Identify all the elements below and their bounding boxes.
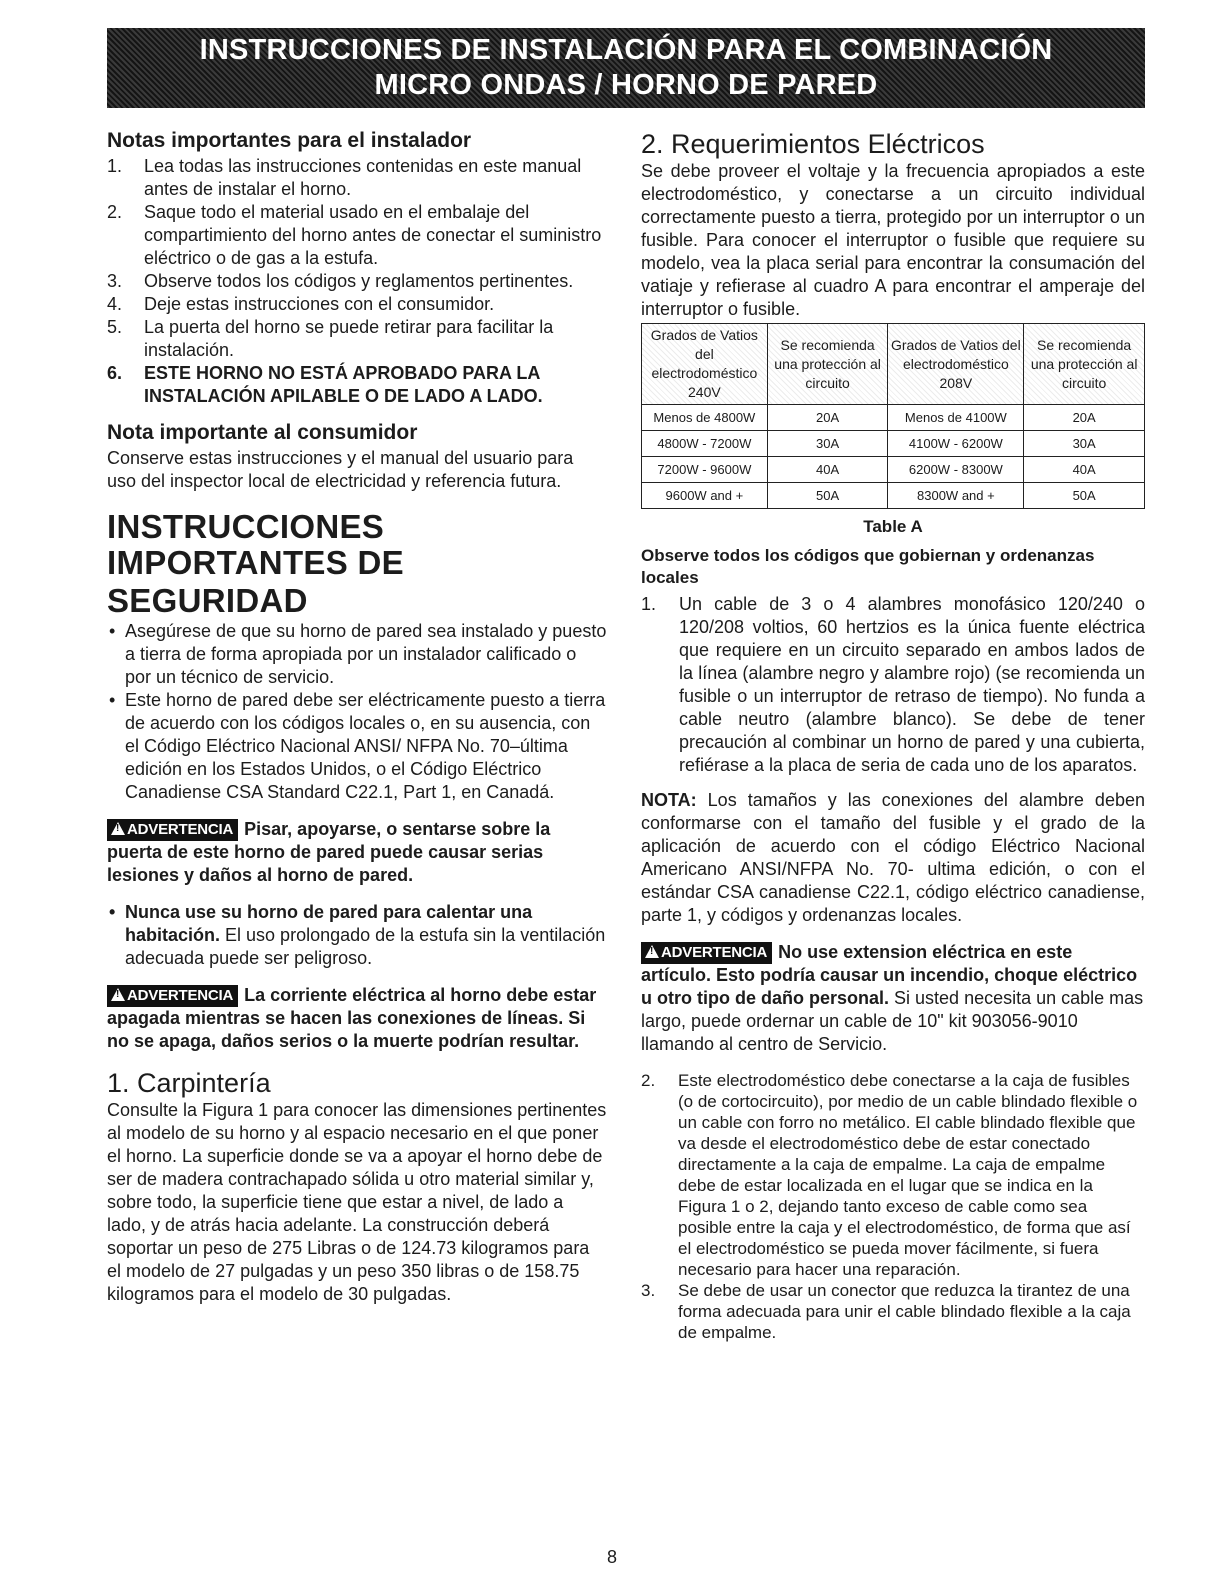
safety-title-line-2: IMPORTANTES DE SEGURIDAD bbox=[107, 544, 404, 619]
warning-triangle-icon bbox=[645, 945, 659, 958]
table-row bbox=[642, 405, 1145, 431]
table-row bbox=[642, 431, 1145, 457]
table-cell: 30A bbox=[1024, 431, 1145, 457]
list-item: 1. Lea todas las instrucciones contenidas en este manual antes de instalar el horno. bbox=[107, 156, 582, 199]
electrical-text: Se debe proveer el voltaje y la frecuencia apropiados a este electrodoméstico, y conectarse a un circuito individual correctamente puesto a tierra, protegido por un interruptor o un fusible. Para conocer el interruptor o fusible que requiere su modelo, vea la placa serial para encontrar la consumación del vatiaje y refierase al cuadro A para encontrar el amperaje del interruptor o fusible. bbox=[641, 161, 1145, 319]
carpentry-heading: 1. Carpintería bbox=[107, 1068, 271, 1098]
table-header-cell: Se recomienda una protección al circuito bbox=[767, 324, 888, 405]
warning-power: !ADVERTENCIA La corriente eléctrica al horno debe estar apagada mientras se hacen las conexiones de líneas. Si no se apaga, daños serios o la muerte podrían resultar. bbox=[107, 984, 607, 1053]
consumer-note-heading: Nota importante al consumidor bbox=[107, 421, 418, 444]
right-column bbox=[641, 128, 1145, 1343]
codes-heading: Observe todos los códigos que gobiernan y ordenanzas locales bbox=[641, 546, 1095, 587]
banner-line-2: MICRO ONDAS / HORNO DE PARED bbox=[374, 69, 878, 101]
table-cell: Menos de 4800W bbox=[642, 405, 768, 431]
list-item: • Nunca use su horno de pared para calentar una habitación. El uso prolongado de la estufa sin la ventilación adecuada puede ser peligroso. bbox=[109, 902, 606, 968]
table-cell: 20A bbox=[767, 405, 888, 431]
table-cell: Menos de 4100W bbox=[888, 405, 1024, 431]
table-cell: 4100W - 6200W bbox=[888, 431, 1024, 457]
table-header-cell: Se recomienda una protección al circuito bbox=[1024, 324, 1145, 405]
electrical-heading: 2. Requerimientos Eléctricos bbox=[641, 129, 985, 159]
page-number: 8 bbox=[606, 1547, 617, 1567]
warning-triangle-icon bbox=[111, 988, 125, 1001]
list-item: • Este horno de pared debe ser eléctricamente puesto a tierra de acuerdo con los códigos locales o, en su ausencia, con el Código Eléctrico Nacional ANSI/ NFPA No. 70–última edición en los Estados Unidos, o el Código Eléctrico Canadiense CSA Standard C22.1, Part 1, en Canadá. bbox=[109, 690, 606, 802]
safety-bullets bbox=[107, 620, 607, 804]
left-column bbox=[107, 128, 607, 1306]
warning-badge: !ADVERTENCIA bbox=[107, 985, 238, 1007]
table-cell: 4800W - 7200W bbox=[642, 431, 768, 457]
table-caption: Table A bbox=[863, 517, 923, 536]
table-header-row bbox=[642, 324, 1145, 405]
table-cell: 9600W and + bbox=[642, 483, 768, 509]
note-label: NOTA: bbox=[641, 790, 697, 810]
heating-warning bbox=[107, 901, 607, 970]
list-item: 3. Observe todos los códigos y reglamentos pertinentes. bbox=[107, 271, 574, 291]
banner-line-1: INSTRUCCIONES DE INSTALACIÓN PARA EL COMBINACIÓN bbox=[199, 34, 1053, 66]
table-row bbox=[642, 483, 1145, 509]
table-cell: 6200W - 8300W bbox=[888, 457, 1024, 483]
table-cell: 40A bbox=[1024, 457, 1145, 483]
installer-notes-heading: Notas importantes para el instalador bbox=[107, 129, 472, 152]
electrical-list-2 bbox=[641, 1070, 1145, 1343]
consumer-note-text: Conserve estas instrucciones y el manual del usuario para uso del inspector local de electricidad y referencia futura. bbox=[107, 448, 574, 491]
installer-notes-list bbox=[107, 155, 607, 408]
table-header-cell: Grados de Vatios del electrodoméstico 208V bbox=[888, 324, 1024, 405]
warning-badge: !ADVERTENCIA bbox=[641, 942, 772, 964]
warning-triangle-icon bbox=[111, 822, 125, 835]
table-cell: 8300W and + bbox=[888, 483, 1024, 509]
list-item-stacking-warning: 6. ESTE HORNO NO ESTÁ APROBADO PARA LA INSTALACIÓN APILABLE O DE LADO A LADO. bbox=[107, 363, 543, 406]
warning-door: !ADVERTENCIA Pisar, apoyarse, o sentarse sobre la puerta de este horno de pared puede causar serias lesiones y daños al horno de pared. bbox=[107, 818, 607, 887]
table-cell: 40A bbox=[767, 457, 888, 483]
list-item: 5. La puerta del horno se puede retirar para facilitar la instalación. bbox=[107, 317, 554, 360]
safety-title-line-1: INSTRUCCIONES bbox=[107, 508, 385, 545]
warning-badge: !ADVERTENCIA bbox=[107, 819, 238, 841]
carpentry-text: Consulte la Figura 1 para conocer las dimensiones pertinentes al modelo de su horno y al espacio necesario en el que poner el horno. La superficie donde se va a apoyar el horno debe de ser de madera contrachapado sólida u otro material similar y, sobre todo, la superficie tiene que estar a nivel, de lado a lado, y de atrás hacia adelante. La construcción deberá soportar un peso de 275 Libras o de 124.73 kilogramos para el modelo de 27 pulgadas y un peso 350 libras o de 158.75 kilogramos para el modelo de 30 pulgadas. bbox=[107, 1100, 607, 1304]
list-item: 1. Un cable de 3 o 4 alambres monofásico 120/240 o 120/208 voltios, 60 hertzios es la única fuente eléctrica que requiere en un circuito separado en ambos lados de la línea (alambre negro y alambre rojo) (se recomienda un fusible o un interruptor de retraso de tiempo). No funda a cable neutro (alambre blanco). Se debe de tener precaución al combinar un horno de pared y una cubierta, refiérase a la placa de seria de cada uno de los aparatos. bbox=[641, 594, 1145, 775]
list-item: • Asegúrese de que su horno de pared sea instalado y puesto a tierra de forma apropiada por un instalador calificado o por un técnico de servicio. bbox=[109, 621, 607, 687]
electrical-list-1 bbox=[641, 593, 1145, 777]
table-cell: 30A bbox=[767, 431, 888, 457]
table-cell: 50A bbox=[1024, 483, 1145, 509]
table-cell: 50A bbox=[767, 483, 888, 509]
title-banner bbox=[107, 28, 1145, 108]
table-row bbox=[642, 457, 1145, 483]
table-cell: 20A bbox=[1024, 405, 1145, 431]
list-item: 4. Deje estas instrucciones con el consumidor. bbox=[107, 294, 495, 314]
list-item: 3. Se debe de usar un conector que reduzca la tirantez de una forma adecuada para unir el cable blindado flexible a la caja de empalme. bbox=[641, 1281, 1131, 1342]
warning-extension: !ADVERTENCIA No use extension eléctrica en este artículo. Esto podría causar un incendio, choque eléctrico u otro tipo de daño personal. Si usted necesita un cable mas largo, puede ordernar un cable de 10" kit 903056-9010 llamando al centro de Servicio. bbox=[641, 941, 1145, 1056]
amperage-table bbox=[641, 323, 1145, 509]
list-item: 2. Este electrodoméstico debe conectarse a la caja de fusibles (o de cortocircuito), por medio de un cable blindado flexible o un cable con forro no metálico. El cable blindado flexible que va desde el electrodoméstico debe de estar conectado directamente a la caja de empalme. La caja de empalme debe de estar localizada en el lugar que se indica en la Figura 1 o 2, dejando tanto exceso de cable como sea posible entre la caja y el electrodoméstico, de forma que así el electrodoméstico se pueda mover fácilmente, si fuera necesario para hacer una reparación. bbox=[641, 1071, 1138, 1279]
note-paragraph: NOTA: Los tamaños y las conexiones del alambre deben conformarse con el tamaño del fusible y el grado de la aplicación de acuerdo con el código Eléctrico Nacional Americano ANSI/NFPA No. 70- ultima edición, o con el estándar CSA canadiense C22.1, código eléctrico canadiense, parte 1, y códigos y ordenanzas locales. bbox=[641, 790, 1145, 925]
table-cell: 7200W - 9600W bbox=[642, 457, 768, 483]
table-header-cell: Grados de Vatios del electrodoméstico 240V bbox=[642, 324, 768, 405]
list-item: 2. Saque todo el material usado en el embalaje del compartimiento del horno antes de conectar el suministro eléctrico o de gas a la estufa. bbox=[107, 202, 602, 268]
